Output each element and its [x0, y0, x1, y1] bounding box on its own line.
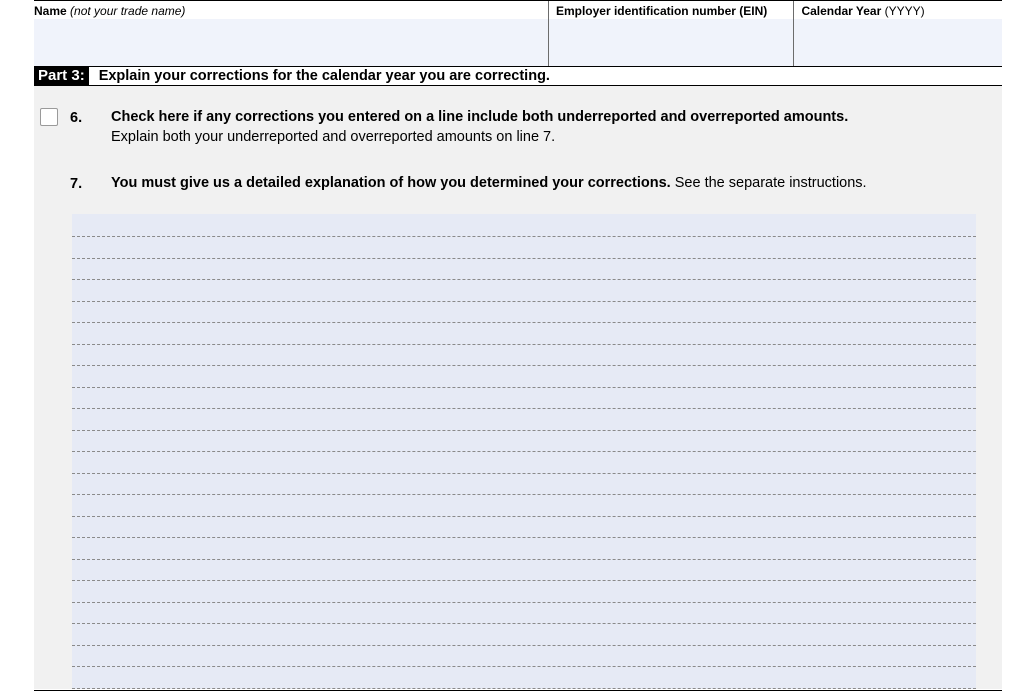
ein-cell — [548, 1, 794, 67]
line7-explanation-area[interactable] — [72, 214, 976, 689]
line7-text: You must give us a detailed explanation of how you determined your corrections. See the separate instructions. — [111, 175, 867, 191]
explanation-rule — [72, 430, 976, 431]
explanation-rule — [72, 559, 976, 560]
year-cell — [793, 1, 1002, 67]
year-field[interactable] — [794, 19, 1002, 67]
header-row — [34, 0, 1002, 67]
explanation-rule — [72, 666, 976, 667]
explanation-rule — [72, 473, 976, 474]
ein-label: Employer identification number (EIN) — [555, 4, 768, 18]
explanation-rule — [72, 516, 976, 517]
line6-plain-text: Explain both your underreported and overreported amounts on line 7. — [111, 129, 556, 145]
name-field[interactable] — [34, 19, 548, 67]
explanation-rule — [72, 451, 976, 452]
explanation-rule — [72, 322, 976, 323]
name-cell — [34, 1, 548, 67]
explanation-rule — [72, 408, 976, 409]
explanation-rule — [72, 580, 976, 581]
line6-bold-text: Check here if any corrections you entered on a line include both underreported and overreported amounts. — [111, 109, 849, 125]
explanation-rule — [72, 537, 976, 538]
explanation-rule — [72, 236, 976, 237]
year-label: Calendar Year (YYYY) — [801, 4, 925, 18]
explanation-rule — [72, 623, 976, 624]
line6-checkbox[interactable] — [40, 108, 58, 126]
part3-tag: Part 3: — [34, 66, 89, 86]
ein-field[interactable] — [549, 19, 794, 67]
explanation-rule — [72, 494, 976, 495]
explanation-rule — [72, 602, 976, 603]
explanation-rule — [72, 645, 976, 646]
line6-number: 6. — [70, 110, 83, 126]
explanation-rule — [72, 365, 976, 366]
explanation-rule — [72, 301, 976, 302]
explanation-rule — [72, 258, 976, 259]
explanation-rule — [72, 279, 976, 280]
part3-body — [34, 86, 1002, 689]
explanation-rule — [72, 387, 976, 388]
name-label: Name (not your trade name) — [34, 4, 186, 18]
explanation-rule — [72, 688, 976, 689]
line7-number: 7. — [70, 176, 83, 192]
part3-header — [34, 66, 1002, 86]
bottom-rule — [34, 690, 1002, 691]
explanation-rule — [72, 344, 976, 345]
part3-title: Explain your corrections for the calendar year you are correcting. — [98, 68, 550, 84]
